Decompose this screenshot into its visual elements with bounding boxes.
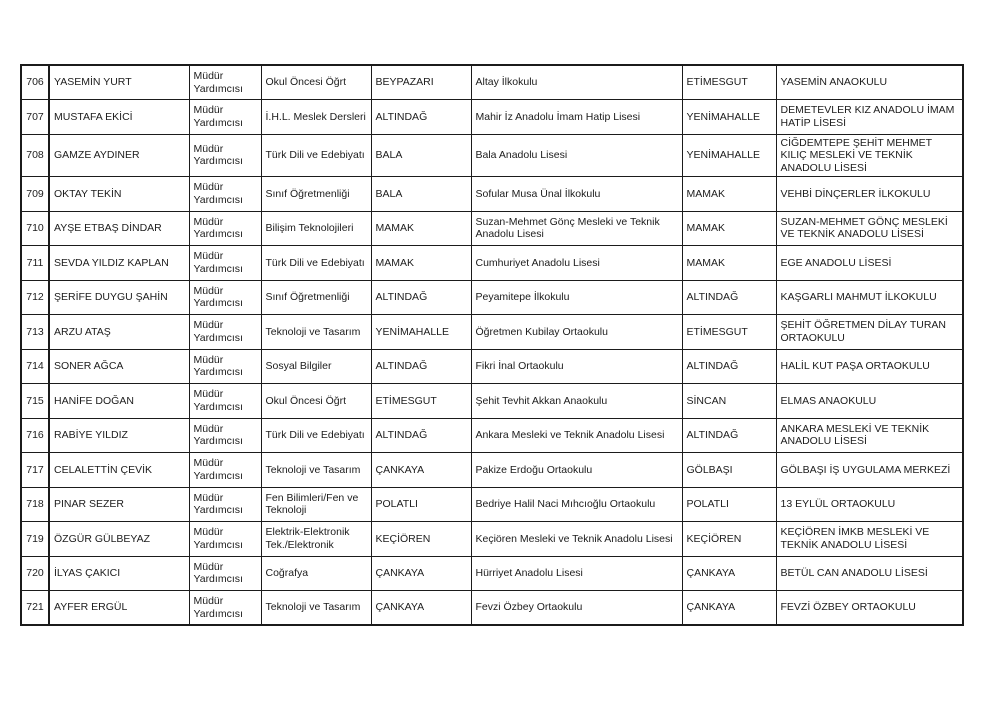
cell-from-district: BALA <box>371 177 471 212</box>
cell-to-district: YENİMAHALLE <box>682 100 776 135</box>
cell-to-district: ETİMESGUT <box>682 315 776 350</box>
cell-to-district: ALTINDAĞ <box>682 280 776 315</box>
cell-to-district: POLATLI <box>682 487 776 522</box>
cell-from-school: Mahir İz Anadolu İmam Hatip Lisesi <box>471 100 682 135</box>
cell-from-school: Keçiören Mesleki ve Teknik Anadolu Lisesi <box>471 522 682 557</box>
table-row <box>21 246 963 281</box>
cell-to-district: KEÇİÖREN <box>682 522 776 557</box>
table-row <box>21 177 963 212</box>
cell-job-title: Müdür Yardımcısı <box>189 384 261 419</box>
cell-from-school: Ankara Mesleki ve Teknik Anadolu Lisesi <box>471 418 682 453</box>
cell-to-district: SİNCAN <box>682 384 776 419</box>
cell-person-name: OKTAY TEKİN <box>49 177 189 212</box>
table-row <box>21 522 963 557</box>
cell-row-number: 710 <box>21 211 49 246</box>
cell-row-number: 720 <box>21 556 49 591</box>
cell-from-school: Altay İlkokulu <box>471 65 682 100</box>
cell-person-name: ŞERİFE DUYGU ŞAHİN <box>49 280 189 315</box>
cell-row-number: 713 <box>21 315 49 350</box>
cell-person-name: RABİYE YILDIZ <box>49 418 189 453</box>
cell-job-title: Müdür Yardımcısı <box>189 177 261 212</box>
cell-job-title: Müdür Yardımcısı <box>189 556 261 591</box>
cell-person-name: SONER AĞCA <box>49 349 189 384</box>
cell-job-title: Müdür Yardımcısı <box>189 591 261 626</box>
cell-to-school: DEMETEVLER KIZ ANADOLU İMAM HATİP LİSESİ <box>776 100 963 135</box>
table-row <box>21 280 963 315</box>
cell-from-school: Bala Anadolu Lisesi <box>471 134 682 177</box>
cell-from-district: MAMAK <box>371 211 471 246</box>
cell-to-district: MAMAK <box>682 211 776 246</box>
cell-branch: Teknoloji ve Tasarım <box>261 591 371 626</box>
cell-branch: Türk Dili ve Edebiyatı <box>261 418 371 453</box>
cell-from-school: Öğretmen Kubilay Ortaokulu <box>471 315 682 350</box>
cell-job-title: Müdür Yardımcısı <box>189 100 261 135</box>
cell-from-school: Fevzi Özbey Ortaokulu <box>471 591 682 626</box>
cell-branch: Okul Öncesi Öğrt <box>261 65 371 100</box>
assignment-table <box>20 64 964 626</box>
cell-job-title: Müdür Yardımcısı <box>189 487 261 522</box>
cell-row-number: 712 <box>21 280 49 315</box>
cell-to-school: VEHBİ DİNÇERLER İLKOKULU <box>776 177 963 212</box>
cell-person-name: ÖZGÜR GÜLBEYAZ <box>49 522 189 557</box>
cell-job-title: Müdür Yardımcısı <box>189 280 261 315</box>
cell-from-school: Fikri İnal Ortaokulu <box>471 349 682 384</box>
cell-from-district: ÇANKAYA <box>371 453 471 488</box>
cell-job-title: Müdür Yardımcısı <box>189 246 261 281</box>
cell-row-number: 711 <box>21 246 49 281</box>
table-row <box>21 349 963 384</box>
cell-row-number: 714 <box>21 349 49 384</box>
cell-person-name: ARZU ATAŞ <box>49 315 189 350</box>
cell-from-school: Suzan-Mehmet Gönç Mesleki ve Teknik Anadolu Lisesi <box>471 211 682 246</box>
cell-from-district: MAMAK <box>371 246 471 281</box>
cell-from-school: Peyamitepe İlkokulu <box>471 280 682 315</box>
cell-from-school: Şehit Tevhit Akkan Anaokulu <box>471 384 682 419</box>
cell-from-district: ALTINDAĞ <box>371 349 471 384</box>
cell-from-school: Pakize Erdoğu Ortaokulu <box>471 453 682 488</box>
cell-from-school: Sofular Musa Ünal İlkokulu <box>471 177 682 212</box>
cell-from-district: ETİMESGUT <box>371 384 471 419</box>
cell-to-district: ÇANKAYA <box>682 556 776 591</box>
table-row <box>21 315 963 350</box>
cell-job-title: Müdür Yardımcısı <box>189 134 261 177</box>
cell-branch: Teknoloji ve Tasarım <box>261 453 371 488</box>
table-row <box>21 384 963 419</box>
cell-from-district: ALTINDAĞ <box>371 280 471 315</box>
table-row <box>21 418 963 453</box>
cell-job-title: Müdür Yardımcısı <box>189 522 261 557</box>
cell-person-name: İLYAS ÇAKICI <box>49 556 189 591</box>
cell-to-school: KAŞGARLI MAHMUT İLKOKULU <box>776 280 963 315</box>
cell-person-name: PINAR SEZER <box>49 487 189 522</box>
cell-job-title: Müdür Yardımcısı <box>189 349 261 384</box>
cell-to-school: FEVZİ ÖZBEY ORTAOKULU <box>776 591 963 626</box>
cell-to-school: ŞEHİT ÖĞRETMEN DİLAY TURAN ORTAOKULU <box>776 315 963 350</box>
cell-from-district: ÇANKAYA <box>371 556 471 591</box>
cell-to-school: GÖLBAŞI İŞ UYGULAMA MERKEZİ <box>776 453 963 488</box>
cell-branch: Sosyal Bilgiler <box>261 349 371 384</box>
cell-to-school: SUZAN-MEHMET GÖNÇ MESLEKİ VE TEKNİK ANADOLU LİSESİ <box>776 211 963 246</box>
cell-from-district: ÇANKAYA <box>371 591 471 626</box>
table-row <box>21 100 963 135</box>
cell-person-name: YASEMİN YURT <box>49 65 189 100</box>
cell-to-school: EGE ANADOLU LİSESİ <box>776 246 963 281</box>
cell-branch: Sınıf Öğretmenliği <box>261 177 371 212</box>
cell-from-district: ALTINDAĞ <box>371 418 471 453</box>
cell-to-school: ANKARA MESLEKİ VE TEKNİK ANADOLU LİSESİ <box>776 418 963 453</box>
cell-to-district: ALTINDAĞ <box>682 418 776 453</box>
cell-to-district: GÖLBAŞI <box>682 453 776 488</box>
cell-branch: Fen Bilimleri/Fen ve Teknoloji <box>261 487 371 522</box>
cell-to-district: ALTINDAĞ <box>682 349 776 384</box>
cell-person-name: SEVDA YILDIZ KAPLAN <box>49 246 189 281</box>
cell-row-number: 719 <box>21 522 49 557</box>
cell-from-district: POLATLI <box>371 487 471 522</box>
cell-row-number: 706 <box>21 65 49 100</box>
cell-job-title: Müdür Yardımcısı <box>189 315 261 350</box>
cell-from-district: KEÇİÖREN <box>371 522 471 557</box>
cell-to-school: KEÇİÖREN İMKB MESLEKİ VE TEKNİK ANADOLU LİSESİ <box>776 522 963 557</box>
cell-person-name: AYFER ERGÜL <box>49 591 189 626</box>
cell-to-district: ETİMESGUT <box>682 65 776 100</box>
cell-person-name: CELALETTİN ÇEVİK <box>49 453 189 488</box>
cell-branch: Türk Dili ve Edebiyatı <box>261 134 371 177</box>
cell-to-district: ÇANKAYA <box>682 591 776 626</box>
table-row <box>21 591 963 626</box>
cell-job-title: Müdür Yardımcısı <box>189 65 261 100</box>
cell-from-district: BALA <box>371 134 471 177</box>
cell-from-district: ALTINDAĞ <box>371 100 471 135</box>
cell-to-district: MAMAK <box>682 177 776 212</box>
cell-from-school: Hürriyet Anadolu Lisesi <box>471 556 682 591</box>
table-row <box>21 211 963 246</box>
cell-from-school: Bedriye Halil Naci Mıhcıoğlu Ortaokulu <box>471 487 682 522</box>
table-row <box>21 556 963 591</box>
cell-from-district: YENİMAHALLE <box>371 315 471 350</box>
cell-row-number: 708 <box>21 134 49 177</box>
cell-branch: Coğrafya <box>261 556 371 591</box>
cell-person-name: HANİFE DOĞAN <box>49 384 189 419</box>
cell-job-title: Müdür Yardımcısı <box>189 211 261 246</box>
cell-branch: Okul Öncesi Öğrt <box>261 384 371 419</box>
cell-row-number: 721 <box>21 591 49 626</box>
cell-row-number: 716 <box>21 418 49 453</box>
cell-to-school: 13 EYLÜL ORTAOKULU <box>776 487 963 522</box>
cell-row-number: 718 <box>21 487 49 522</box>
cell-branch: Sınıf Öğretmenliği <box>261 280 371 315</box>
cell-to-school: ELMAS ANAOKULU <box>776 384 963 419</box>
cell-branch: İ.H.L. Meslek Dersleri <box>261 100 371 135</box>
cell-branch: Bilişim Teknolojileri <box>261 211 371 246</box>
cell-person-name: MUSTAFA EKİCİ <box>49 100 189 135</box>
cell-from-school: Cumhuriyet Anadolu Lisesi <box>471 246 682 281</box>
cell-to-school: CİĞDEMTEPE ŞEHİT MEHMET KILIÇ MESLEKİ VE TEKNİK ANADOLU LİSESİ <box>776 134 963 177</box>
cell-job-title: Müdür Yardımcısı <box>189 418 261 453</box>
cell-job-title: Müdür Yardımcısı <box>189 453 261 488</box>
cell-person-name: AYŞE ETBAŞ DİNDAR <box>49 211 189 246</box>
table-row <box>21 487 963 522</box>
cell-to-school: YASEMİN ANAOKULU <box>776 65 963 100</box>
cell-row-number: 715 <box>21 384 49 419</box>
table-row <box>21 65 963 100</box>
cell-to-school: HALİL KUT PAŞA ORTAOKULU <box>776 349 963 384</box>
table-row <box>21 453 963 488</box>
cell-row-number: 709 <box>21 177 49 212</box>
table-row <box>21 134 963 177</box>
cell-from-district: BEYPAZARI <box>371 65 471 100</box>
cell-branch: Türk Dili ve Edebiyatı <box>261 246 371 281</box>
cell-branch: Teknoloji ve Tasarım <box>261 315 371 350</box>
cell-person-name: GAMZE AYDINER <box>49 134 189 177</box>
cell-to-district: MAMAK <box>682 246 776 281</box>
cell-row-number: 717 <box>21 453 49 488</box>
cell-to-district: YENİMAHALLE <box>682 134 776 177</box>
cell-to-school: BETÜL CAN ANADOLU LİSESİ <box>776 556 963 591</box>
cell-branch: Elektrik-Elektronik Tek./Elektronik <box>261 522 371 557</box>
table-body <box>21 65 963 625</box>
cell-row-number: 707 <box>21 100 49 135</box>
